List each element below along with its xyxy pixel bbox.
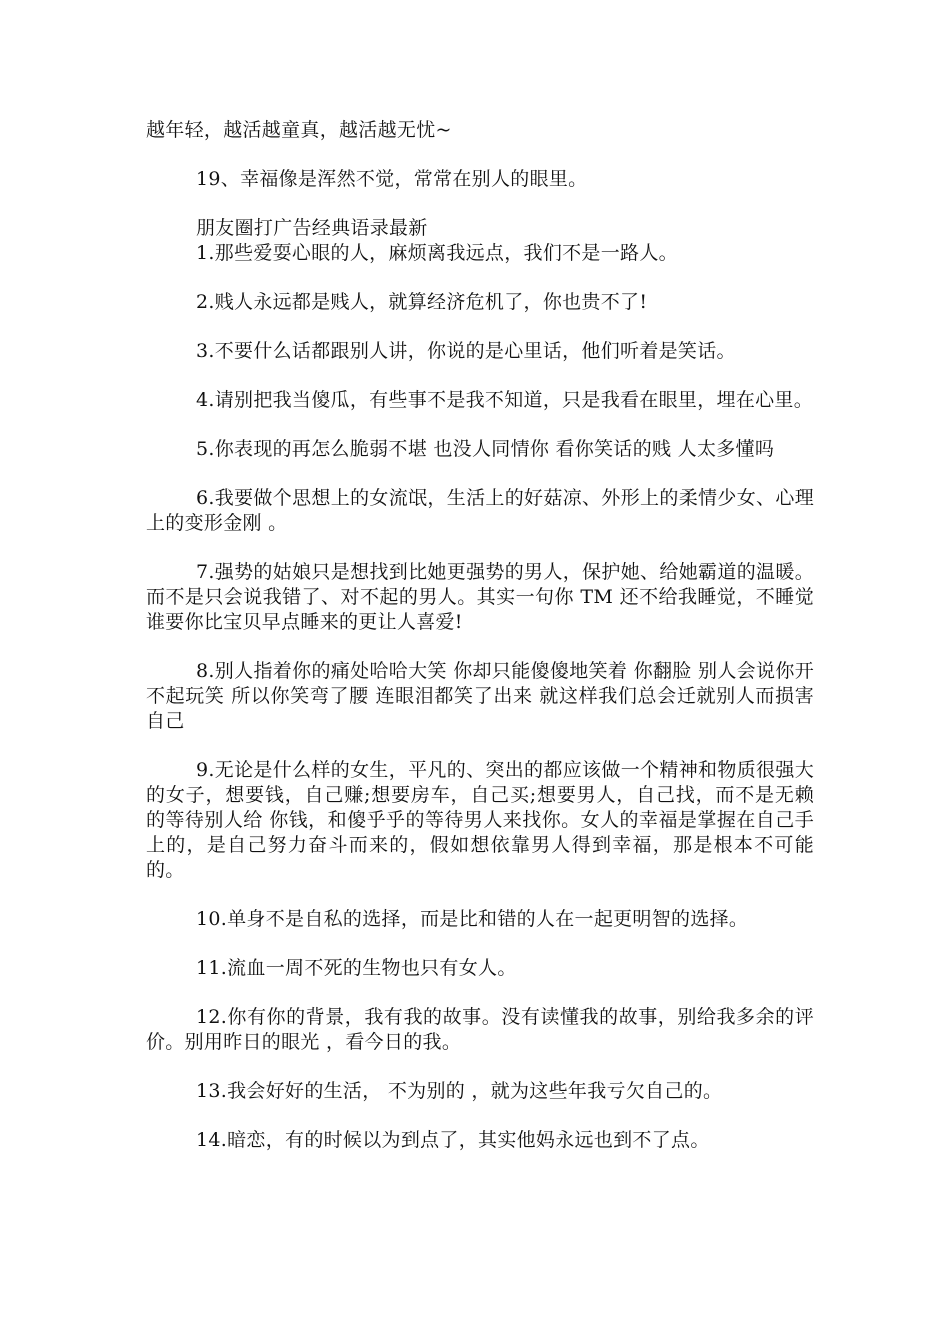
list-item-12: 12.你有你的背景，我有我的故事。没有读懂我的故事，别给我多余的评价。别用昨日的眼光 ，看今日的我。 [146, 1006, 814, 1053]
list-item-8: 8.别人指着你的痛处哈哈大笑 你却只能傻傻地笑着 你翻脸 别人会说你开不起玩笑 所以你笑弯了腰 连眼泪都笑了出来 就这样我们总会迁就别人而损害自己 [146, 660, 814, 732]
paragraph-intro: 越年轻，越活越童真，越活越无忧~ [146, 119, 452, 141]
list-item-9: 9.无论是什么样的女生，平凡的、突出的都应该做一个精神和物质很强大的女子，想要钱，自己赚;想要房车，自己买;想要男人，自己找，而不是无赖的等待别人给 你钱，和傻乎乎的等待男人来找你。女人的幸福是掌握在自己手上的，是自己努力奋斗而来的，假如想依靠男人得到幸福，那是根本不可能的。 [146, 759, 814, 881]
list-item-6: 6.我要做个思想上的女流氓，生活上的好菇凉、外形上的柔情少女、心理上的变形金刚 。 [146, 487, 814, 534]
list-item-7: 7.强势的姑娘只是想找到比她更强势的男人，保护她、给她霸道的温暖。而不是只会说我错了、对不起的男人。其实一句你 TM 还不给我睡觉，不睡觉谁要你比宝贝早点睡来的更让人喜爱! [146, 561, 814, 633]
list-item-5: 5.你表现的再怎么脆弱不堪 也没人同情你 看你笑话的贱 人太多懂吗 [196, 438, 775, 460]
list-item-10: 10.单身不是自私的选择，而是比和错的人在一起更明智的选择。 [196, 908, 749, 930]
list-item-14: 14.暗恋，有的时候以为到点了，其实他妈永远也到不了点。 [196, 1129, 710, 1151]
paragraph-item-19: 19、幸福像是浑然不觉，常常在别人的眼里。 [196, 168, 588, 190]
list-item-2: 2.贱人永远都是贱人，就算经济危机了，你也贵不了! [196, 291, 648, 313]
list-item-1: 1.那些爱耍心眼的人，麻烦离我远点，我们不是一路人。 [196, 242, 678, 264]
list-item-11: 11.流血一周不死的生物也只有女人。 [196, 957, 517, 979]
document-body [146, 118, 814, 1153]
list-item-3: 3.不要什么话都跟别人讲，你说的是心里话，他们听着是笑话。 [196, 340, 736, 362]
section-title: 朋友圈打广告经典语录最新 [196, 217, 428, 239]
list-item-4: 4.请别把我当傻瓜，有些事不是我不知道，只是我看在眼里，埋在心里。 [196, 389, 814, 411]
list-item-13: 13.我会好好的生活， 不为别的 ，就为这些年我亏欠自己的。 [196, 1080, 723, 1102]
